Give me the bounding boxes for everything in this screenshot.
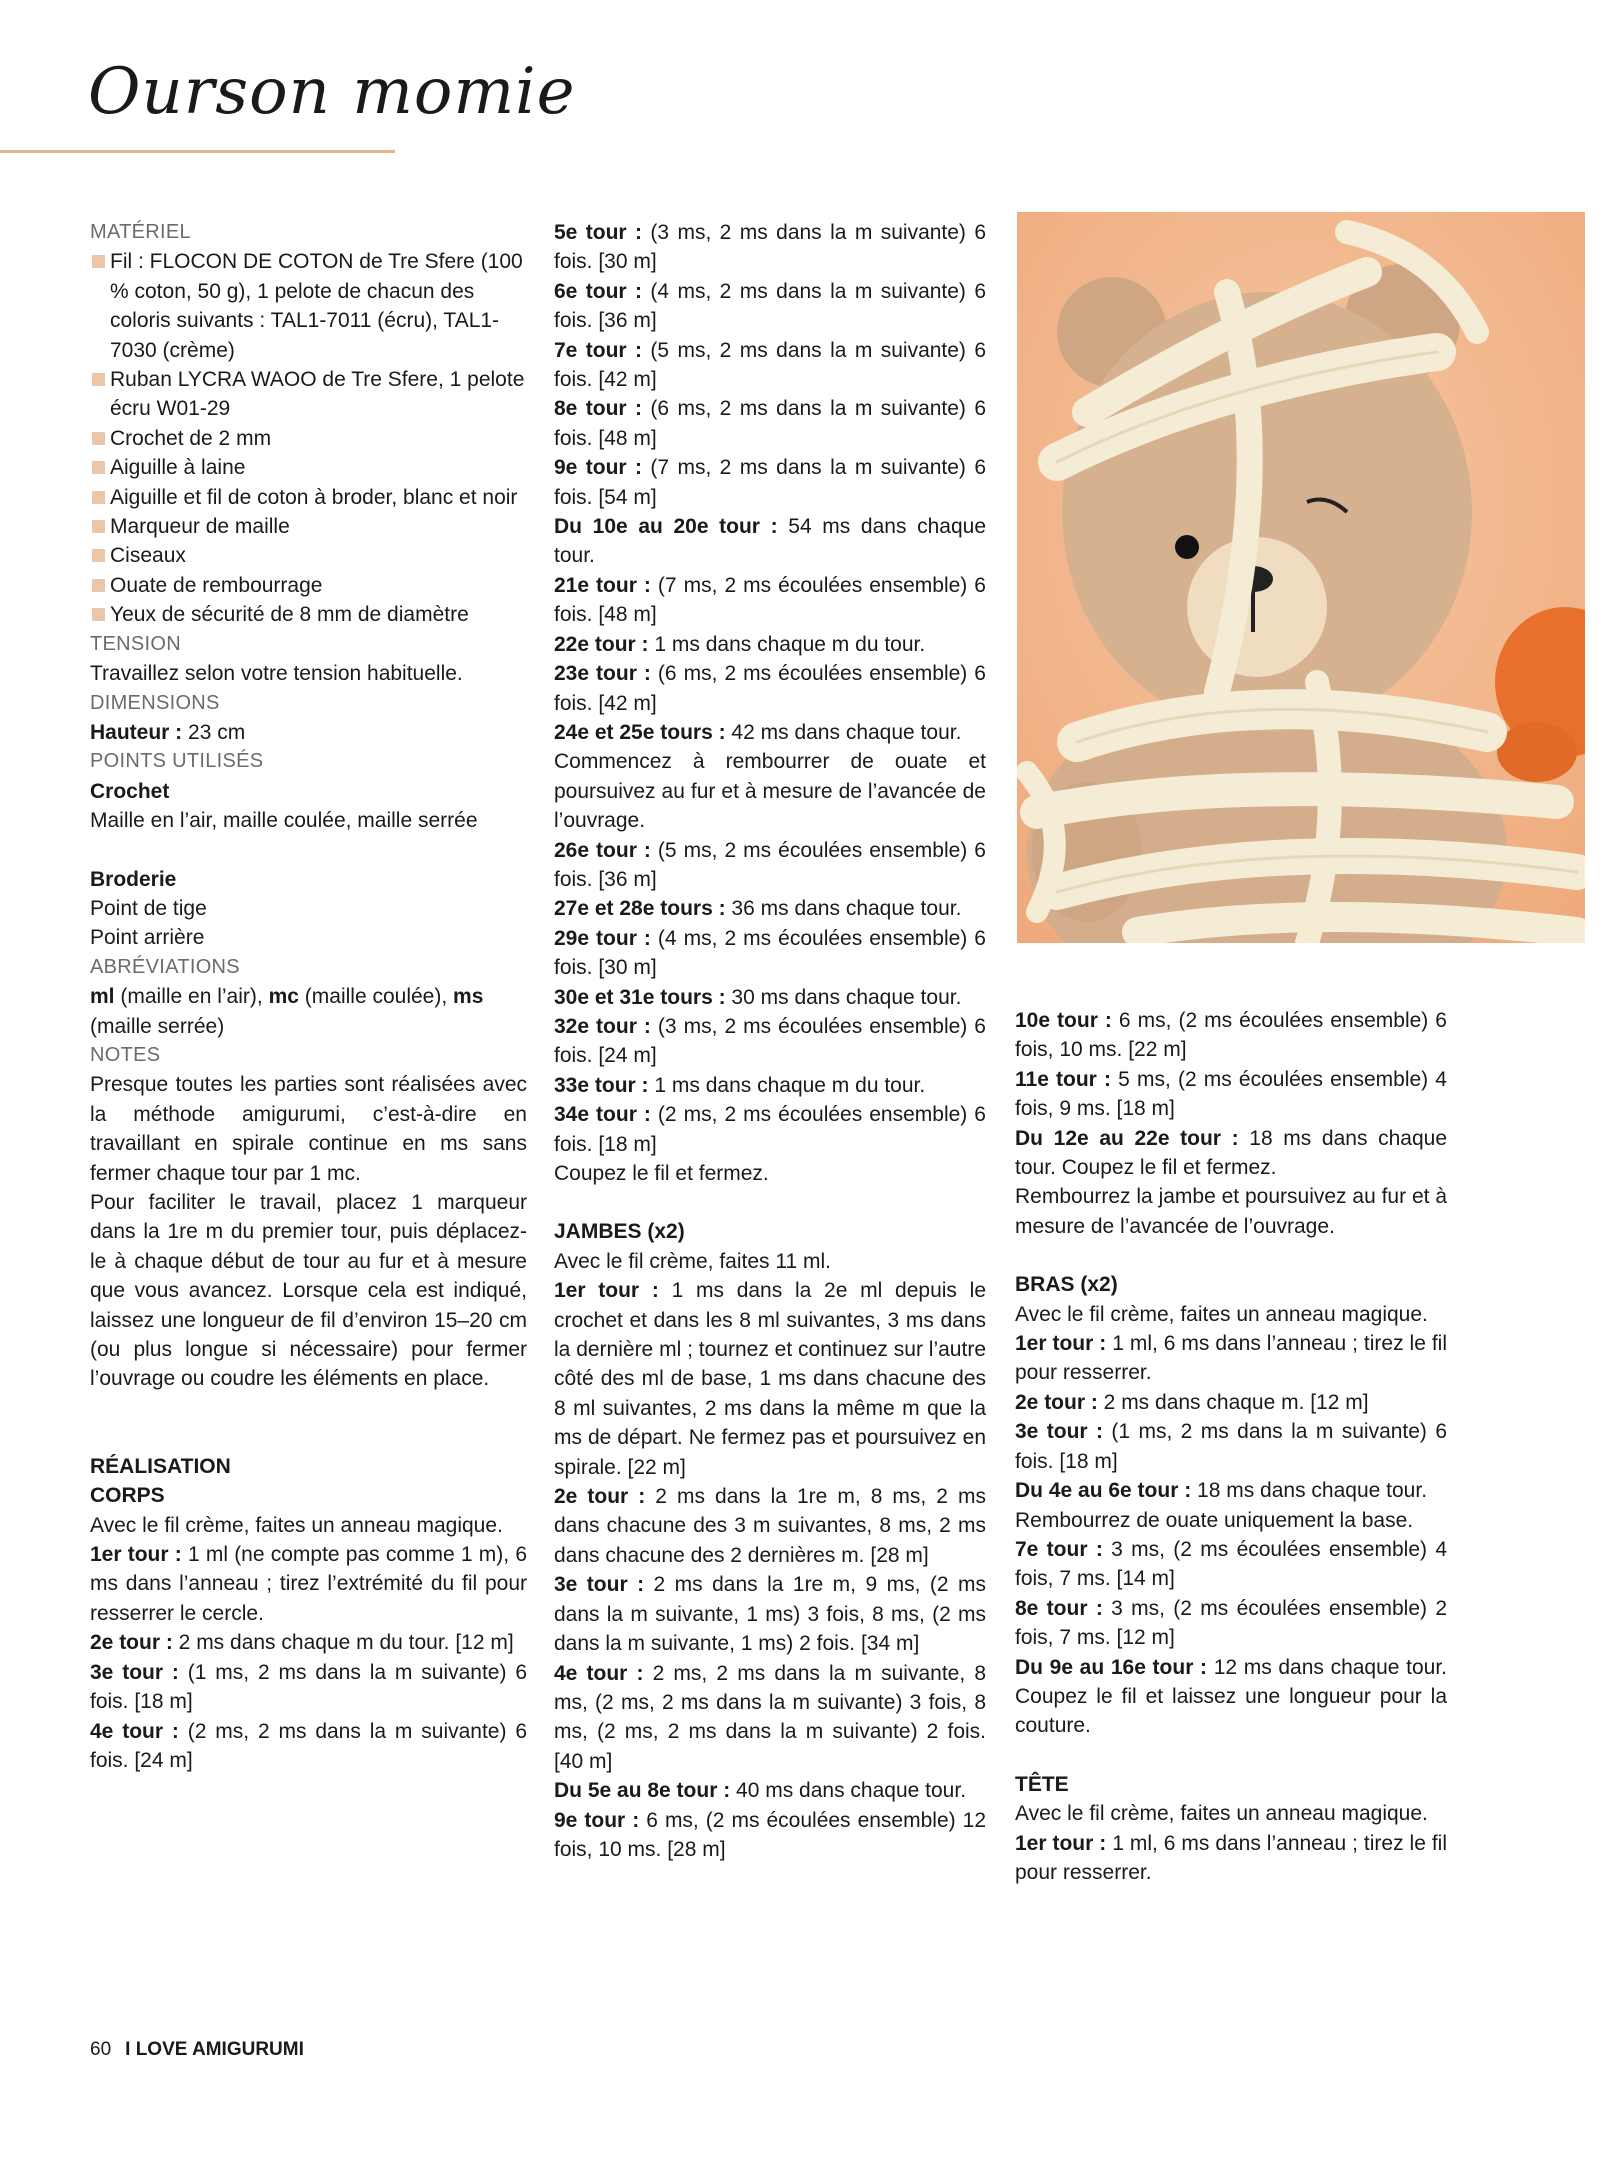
pattern-row bbox=[90, 1540, 527, 1628]
row-label: 1er tour : bbox=[1015, 1332, 1107, 1356]
pattern-row bbox=[554, 924, 986, 983]
row-label: 7e tour : bbox=[554, 338, 642, 362]
bullet-square-icon bbox=[92, 491, 105, 504]
row-label: 1er tour : bbox=[90, 1543, 182, 1567]
bras-intro: Avec le fil crème, faites un anneau magique. bbox=[1015, 1302, 1428, 1326]
row-label: 1er tour : bbox=[554, 1279, 659, 1303]
pattern-row bbox=[554, 336, 986, 395]
broderie-label: Broderie bbox=[90, 867, 177, 891]
row-label: 8e tour : bbox=[554, 397, 642, 421]
bullet-square-icon bbox=[92, 432, 105, 445]
row-label: 9e tour : bbox=[554, 456, 642, 480]
pattern-row bbox=[554, 983, 986, 1012]
stuffing-note: Commencez à rembourrer de ouate et poursuivez au fur et à mesure de l’avancée de l’ouvrage. bbox=[554, 750, 986, 833]
pattern-row bbox=[90, 1717, 527, 1776]
pattern-row bbox=[554, 453, 986, 512]
row-instruction: 18 ms dans chaque tour. Coupez le fil et fermez. bbox=[1015, 1126, 1447, 1180]
material-item-text: Ouate de rembourrage bbox=[110, 573, 323, 597]
row-label: 4e tour : bbox=[554, 1661, 644, 1685]
pattern-row bbox=[90, 1658, 527, 1717]
section-heading-tension: TENSION bbox=[90, 632, 181, 655]
material-item-text: Marqueur de maille bbox=[110, 515, 290, 539]
row-label: Du 12e au 22e tour : bbox=[1015, 1126, 1239, 1150]
broderie-stitch-2: Point arrière bbox=[90, 926, 205, 950]
row-instruction: 3 ms, (2 ms écoulées ensemble) 2 fois, 7 ms. [12 m] bbox=[1015, 1596, 1447, 1650]
section-heading-dimensions: DIMENSIONS bbox=[90, 691, 220, 714]
pattern-row bbox=[554, 1012, 986, 1071]
row-instruction: (4 ms, 2 ms écoulées ensemble) 6 fois. [30 m] bbox=[554, 926, 986, 980]
row-label: 3e tour : bbox=[90, 1660, 179, 1684]
bullet-square-icon bbox=[92, 579, 105, 592]
pattern-row bbox=[1015, 1065, 1447, 1124]
row-instruction: 2 ms dans chaque m. [12 m] bbox=[1097, 1390, 1369, 1414]
row-label: 2e tour : bbox=[90, 1631, 173, 1655]
pattern-row bbox=[554, 894, 986, 923]
row-label: 4e tour : bbox=[90, 1719, 179, 1743]
crochet-label: Crochet bbox=[90, 779, 170, 803]
material-item bbox=[90, 247, 527, 365]
height-value: 23 cm bbox=[188, 720, 246, 744]
pattern-row bbox=[1015, 1417, 1447, 1476]
row-label: 8e tour : bbox=[1015, 1596, 1103, 1620]
row-instruction: 54 ms dans chaque tour. bbox=[554, 515, 986, 568]
material-item bbox=[90, 600, 527, 629]
row-label: 24e et 25e tours : bbox=[554, 720, 726, 744]
material-item-text: Fil : FLOCON DE COTON de Tre Sfere (100 % coton, 50 g), 1 pelote de chacun des coloris suivants : TAL1-7011 (écru), TAL1-7030 (crème) bbox=[110, 250, 523, 362]
abbr-ml-def: (maille en l’air), bbox=[120, 985, 263, 1009]
pattern-row bbox=[554, 218, 986, 277]
broderie-stitch-1: Point de tige bbox=[90, 896, 207, 920]
material-item-text: Aiguille et fil de coton à broder, blanc et noir bbox=[110, 485, 518, 509]
row-instruction: 6 ms, (2 ms écoulées ensemble) 12 fois, 10 ms. [28 m] bbox=[554, 1808, 987, 1861]
pattern-row bbox=[1015, 1594, 1447, 1653]
pattern-row bbox=[554, 1776, 986, 1805]
row-instruction: (3 ms, 2 ms écoulées ensemble) 6 fois. [24 m] bbox=[554, 1014, 986, 1068]
material-item-text: Ciseaux bbox=[110, 544, 186, 568]
row-instruction: 6 ms, (2 ms écoulées ensemble) 6 fois, 10 ms. [22 m] bbox=[1015, 1009, 1447, 1062]
row-instruction: 1 ml (ne compte pas comme 1 m), 6 ms dans l’anneau ; tirez l’extrémité du fil pour resserrer le cercle. bbox=[90, 1543, 527, 1625]
section-heading-notes: NOTES bbox=[90, 1043, 161, 1066]
page-footer bbox=[90, 2038, 304, 2062]
row-label: Du 10e au 20e tour : bbox=[554, 515, 778, 539]
abbr-ml: ml bbox=[90, 985, 115, 1009]
bras-rows bbox=[1015, 1329, 1447, 1505]
row-instruction: 42 ms dans chaque tour. bbox=[725, 720, 962, 744]
bullet-square-icon bbox=[92, 255, 105, 268]
pattern-row bbox=[1015, 1329, 1447, 1388]
row-instruction: (5 ms, 2 ms écoulées ensemble) 6 fois. [36 m] bbox=[554, 838, 986, 891]
pattern-row bbox=[554, 394, 986, 453]
row-label: Du 4e au 6e tour : bbox=[1015, 1479, 1192, 1503]
material-item-text: Aiguille à laine bbox=[110, 456, 246, 480]
tete-rows bbox=[1015, 1829, 1447, 1888]
row-instruction: (1 ms, 2 ms dans la m suivante) 6 fois. [18 m] bbox=[90, 1660, 528, 1714]
row-label: 10e tour : bbox=[1015, 1009, 1112, 1032]
row-instruction: 2 ms dans la 1re m, 9 ms, (2 ms dans la m suivante, 1 ms) 3 fois, 8 ms, (2 ms dans la m suivante, 1 ms) 2 fois. [34 m] bbox=[554, 1573, 986, 1656]
row-instruction: 40 ms dans chaque tour. bbox=[730, 1779, 967, 1803]
row-instruction: 5 ms, (2 ms écoulées ensemble) 4 fois, 9 ms. [18 m] bbox=[1015, 1067, 1447, 1121]
row-label: 6e tour : bbox=[554, 279, 642, 303]
height-label: Hauteur : bbox=[90, 720, 183, 744]
pattern-row bbox=[554, 836, 986, 895]
row-instruction: (4 ms, 2 ms dans la m suivante) 6 fois. [36 m] bbox=[554, 279, 987, 333]
pattern-row bbox=[554, 630, 986, 659]
abbr-mc: mc bbox=[268, 985, 299, 1009]
jambes-rows-continued bbox=[1015, 1006, 1447, 1182]
jambes-rows bbox=[554, 1276, 986, 1864]
crochet-text: Maille en l’air, maille coulée, maille serrée bbox=[90, 809, 478, 833]
pattern-row bbox=[1015, 1653, 1447, 1741]
section-heading-bras: BRAS (x2) bbox=[1015, 1273, 1118, 1297]
row-instruction: 1 ms dans la 2e ml depuis le crochet et dans les 8 ml suivantes, 3 ms dans la dernière ml ; tournez et continuez sur l’autre côté des ml de base, 1 ms dans chacune des 8 ml suivantes, 2 ms dans la même m que la ms de départ. Ne fermez pas et poursuivez en spirale. [22 m] bbox=[554, 1279, 987, 1479]
row-label: 27e et 28e tours : bbox=[554, 897, 726, 921]
material-item bbox=[90, 365, 527, 424]
row-label: 3e tour : bbox=[1015, 1420, 1103, 1444]
row-label: 33e tour : bbox=[554, 1073, 649, 1097]
column-left bbox=[90, 218, 527, 1775]
material-item-text: Ruban LYCRA WAOO de Tre Sfere, 1 pelote écru W01-29 bbox=[110, 368, 525, 421]
row-label: 23e tour : bbox=[554, 662, 651, 686]
section-heading-abreviations: ABRÉVIATIONS bbox=[90, 955, 240, 978]
row-label: 32e tour : bbox=[554, 1014, 651, 1038]
abbr-mc-def: (maille coulée), bbox=[304, 985, 448, 1009]
pattern-row bbox=[554, 1570, 986, 1658]
row-instruction: 1 ms dans chaque m du tour. bbox=[648, 1073, 926, 1097]
row-label: 2e tour : bbox=[1015, 1390, 1098, 1414]
pattern-row bbox=[554, 571, 986, 630]
bullet-square-icon bbox=[92, 608, 105, 621]
pattern-row bbox=[554, 659, 986, 718]
row-label: 3e tour : bbox=[554, 1573, 645, 1597]
pattern-row bbox=[554, 1806, 986, 1865]
pattern-row bbox=[1015, 1006, 1447, 1065]
tension-text: Travaillez selon votre tension habituelle. bbox=[90, 662, 463, 686]
title-underline bbox=[0, 150, 395, 153]
row-instruction: 2 ms, 2 ms dans la m suivante, 8 ms, (2 ms, 2 ms dans la m suivante) 3 fois, 8 ms, (2 ms, 2 ms dans la m suivante) 2 fois. [40 m] bbox=[554, 1661, 986, 1773]
row-label: Du 5e au 8e tour : bbox=[554, 1779, 731, 1803]
abbr-ms: ms bbox=[453, 985, 484, 1009]
pattern-row bbox=[554, 1276, 986, 1482]
pattern-row bbox=[1015, 1829, 1447, 1888]
column-right bbox=[1015, 1006, 1447, 1887]
pattern-row bbox=[554, 277, 986, 336]
jambes-note: Rembourrez la jambe et poursuivez au fur et à mesure de l’avancée de l’ouvrage. bbox=[1015, 1185, 1447, 1238]
corps-rows-decrease bbox=[554, 836, 986, 1159]
row-instruction: (6 ms, 2 ms dans la m suivante) 6 fois. [48 m] bbox=[554, 397, 987, 450]
jambes-intro: Avec le fil crème, faites 11 ml. bbox=[554, 1249, 831, 1273]
row-instruction: 12 ms dans chaque tour. Coupez le fil et laissez une longueur pour la couture. bbox=[1015, 1655, 1447, 1738]
row-instruction: 18 ms dans chaque tour. bbox=[1191, 1479, 1428, 1503]
section-heading-tete: TÊTE bbox=[1015, 1772, 1069, 1796]
row-instruction: 1 ml, 6 ms dans l’anneau ; tirez le fil pour resserrer. bbox=[1015, 1831, 1448, 1884]
row-instruction: (6 ms, 2 ms écoulées ensemble) 6 fois. [42 m] bbox=[554, 662, 986, 715]
material-item bbox=[90, 424, 527, 453]
bras-rows-decrease bbox=[1015, 1535, 1447, 1741]
bras-note: Rembourrez de ouate uniquement la base. bbox=[1015, 1508, 1414, 1532]
material-item-text: Yeux de sécurité de 8 mm de diamètre bbox=[110, 603, 469, 627]
row-instruction: 36 ms dans chaque tour. bbox=[725, 897, 962, 921]
section-heading-points: POINTS UTILISÉS bbox=[90, 750, 264, 773]
bullet-square-icon bbox=[92, 520, 105, 533]
pattern-row bbox=[1015, 1476, 1447, 1505]
row-instruction: 1 ml, 6 ms dans l’anneau ; tirez le fil pour resserrer. bbox=[1015, 1332, 1448, 1385]
bullet-square-icon bbox=[92, 461, 105, 474]
corps-rows-continued bbox=[554, 218, 986, 747]
material-item-text: Crochet de 2 mm bbox=[110, 426, 272, 450]
row-instruction: 2 ms dans chaque m du tour. [12 m] bbox=[172, 1631, 514, 1655]
row-instruction: 3 ms, (2 ms écoulées ensemble) 4 fois, 7 ms. [14 m] bbox=[1015, 1537, 1447, 1591]
notes-paragraph-1: Presque toutes les parties sont réalisées avec la méthode amigurumi, c’est-à-dire en travaillant en spirale continue en ms sans fermer chaque tour par 1 mc. bbox=[90, 1073, 527, 1185]
pattern-row bbox=[1015, 1124, 1447, 1183]
row-label: Du 9e au 16e tour : bbox=[1015, 1655, 1208, 1679]
row-label: 30e et 31e tours : bbox=[554, 985, 726, 1009]
row-label: 29e tour : bbox=[554, 926, 651, 950]
notes-paragraph-2: Pour faciliter le travail, placez 1 marqueur dans la 1re m du premier tour, puis déplacez-le à chaque début de tour au fur et à mesure que vous avancez. Lorsque cela est indiqué, laissez une longueur de fil d’environ 15–20 cm (ou plus longue si nécessaire) pour fermer l’ouvrage ou coudre les éléments en place. bbox=[90, 1191, 527, 1391]
section-heading-corps: CORPS bbox=[90, 1484, 165, 1508]
pattern-row bbox=[554, 1659, 986, 1777]
row-instruction: (1 ms, 2 ms dans la m suivante) 6 fois. [18 m] bbox=[1015, 1420, 1448, 1473]
pattern-row bbox=[554, 1482, 986, 1570]
abbr-ms-def: (maille serrée) bbox=[90, 1014, 225, 1038]
page-title: Ourson momie bbox=[88, 55, 576, 129]
material-item bbox=[90, 571, 527, 600]
row-instruction: 1 ms dans chaque m du tour. bbox=[648, 632, 926, 656]
close-note: Coupez le fil et fermez. bbox=[554, 1162, 769, 1185]
pattern-row bbox=[90, 1628, 527, 1657]
material-item bbox=[90, 541, 527, 570]
material-item bbox=[90, 453, 527, 482]
section-heading-realisation: RÉALISATION bbox=[90, 1454, 231, 1478]
row-label: 11e tour : bbox=[1015, 1067, 1111, 1091]
materials-list bbox=[90, 247, 527, 629]
row-label: 2e tour : bbox=[554, 1485, 646, 1509]
abbreviations-text bbox=[90, 982, 527, 1041]
row-label: 26e tour : bbox=[554, 838, 651, 862]
row-instruction: (7 ms, 2 ms écoulées ensemble) 6 fois. [48 m] bbox=[554, 573, 986, 627]
row-instruction: (2 ms, 2 ms écoulées ensemble) 6 fois. [18 m] bbox=[554, 1103, 986, 1156]
row-instruction: (7 ms, 2 ms dans la m suivante) 6 fois. [54 m] bbox=[554, 456, 987, 509]
row-instruction: (5 ms, 2 ms dans la m suivante) 6 fois. [42 m] bbox=[554, 338, 987, 392]
pattern-row bbox=[1015, 1388, 1447, 1417]
bullet-square-icon bbox=[92, 549, 105, 562]
page-number: 60 bbox=[90, 2039, 112, 2060]
corps-rows bbox=[90, 1540, 527, 1775]
pattern-row bbox=[554, 512, 986, 571]
dimensions-line bbox=[90, 718, 527, 747]
material-item bbox=[90, 512, 527, 541]
row-label: 22e tour : bbox=[554, 632, 649, 656]
section-heading-jambes: JAMBES (x2) bbox=[554, 1220, 685, 1244]
row-label: 7e tour : bbox=[1015, 1537, 1103, 1561]
bullet-square-icon bbox=[92, 373, 105, 386]
row-instruction: (3 ms, 2 ms dans la m suivante) 6 fois. [30 m] bbox=[554, 221, 987, 274]
corps-intro: Avec le fil crème, faites un anneau magique. bbox=[90, 1513, 503, 1537]
mummy-bear-photo bbox=[1017, 212, 1585, 943]
row-label: 9e tour : bbox=[554, 1808, 640, 1832]
pattern-row bbox=[1015, 1535, 1447, 1594]
row-instruction: 2 ms dans la 1re m, 8 ms, 2 ms dans chacune des 3 m suivantes, 8 ms, 2 ms dans chacune des 2 dernières m. [28 m] bbox=[554, 1485, 986, 1567]
row-instruction: (2 ms, 2 ms dans la m suivante) 6 fois. [24 m] bbox=[90, 1719, 528, 1772]
row-instruction: 30 ms dans chaque tour. bbox=[725, 985, 962, 1009]
material-item bbox=[90, 483, 527, 512]
pattern-row bbox=[554, 718, 986, 747]
pattern-row bbox=[554, 1071, 986, 1100]
row-label: 1er tour : bbox=[1015, 1831, 1107, 1855]
tete-intro: Avec le fil crème, faites un anneau magique. bbox=[1015, 1802, 1428, 1826]
magazine-name: I LOVE AMIGURUMI bbox=[125, 2039, 304, 2060]
row-label: 5e tour : bbox=[554, 221, 642, 244]
column-middle bbox=[554, 218, 986, 1864]
section-heading-materiel: MATÉRIEL bbox=[90, 221, 191, 243]
row-label: 21e tour : bbox=[554, 573, 651, 597]
row-label: 34e tour : bbox=[554, 1103, 651, 1127]
pattern-row bbox=[554, 1100, 986, 1159]
